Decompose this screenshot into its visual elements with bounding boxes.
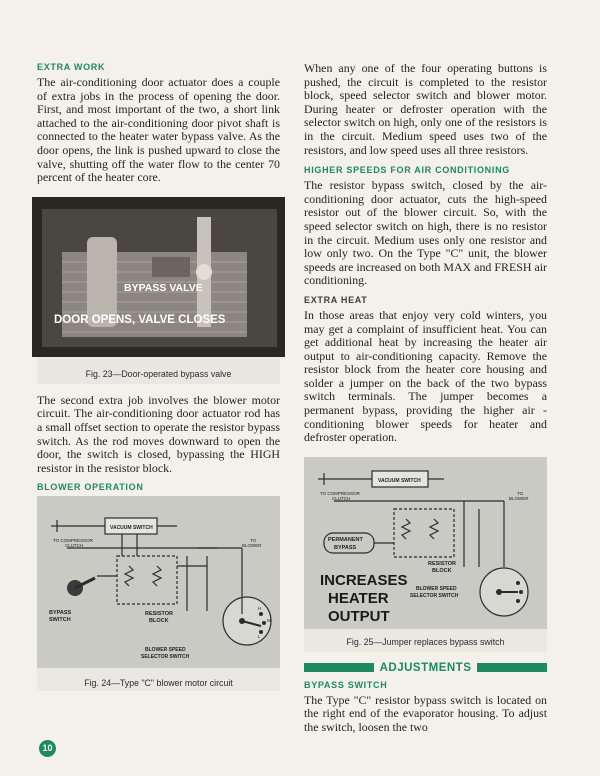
label-to-25: TO xyxy=(517,490,524,496)
label-selector-switch: SELECTOR SWITCH xyxy=(141,654,190,661)
adjustments-heading: ADJUSTMENTS xyxy=(379,661,472,674)
page-number: 10 xyxy=(39,740,56,757)
label-permanent: PERMANENT xyxy=(328,536,363,543)
right-column xyxy=(304,62,547,735)
figure-24-caption: Fig. 24—Type "C" blower motor circuit xyxy=(84,678,233,689)
paragraph-higher-speeds: The resistor bypass switch, closed by the air-conditioning door actuator, cuts the high-speed resistor out of the blower circuit. So, with the speed selector switch on high, there is no resistor in the circuit. Medium uses only one resistor and low only two. On the Type "C" unit, the blower speeds are increased on both MAX and FRESH air conditioning. xyxy=(304,178,547,288)
label-m: M xyxy=(267,618,271,624)
label-output: OUTPUT xyxy=(328,607,390,625)
figure-24 xyxy=(37,496,280,691)
label-resistor: RESISTOR xyxy=(145,611,174,618)
label-block-25: BLOCK xyxy=(432,567,452,574)
label-heater: HEATER xyxy=(328,589,389,607)
bypass-valve-photo xyxy=(32,197,285,357)
label-increases: INCREASES xyxy=(320,571,408,589)
banner-bar-left xyxy=(304,663,374,672)
section-heading-higher-speeds: HIGHER SPEEDS FOR AIR CONDITIONING xyxy=(304,165,510,176)
blower-circuit-diagram xyxy=(37,496,280,668)
label-clutch-25: CLUTCH xyxy=(332,495,351,501)
figure-25 xyxy=(304,457,547,652)
left-column xyxy=(37,62,280,691)
adjustments-banner xyxy=(304,662,547,674)
label-blower: BLOWER xyxy=(242,543,262,549)
section-heading-blower-operation: BLOWER OPERATION xyxy=(37,482,144,493)
paragraph-operating-buttons: When any one of the four operating buttons is pushed, the circuit is completed to the resistor block, speed selector switch and blower motor. During heater or defroster operation with the selector switch on high, only one of the resistors is in the circuit. Medium speed uses two of the resistors, and low speed uses all three resistors. xyxy=(304,61,547,157)
label-blower-25: BLOWER xyxy=(509,495,529,501)
label-h: H xyxy=(258,606,262,612)
label-blower-speed: BLOWER SPEED xyxy=(145,647,186,654)
label-vacuum-switch: VACUUM SWITCH xyxy=(110,525,153,532)
label-resistor-25: RESISTOR xyxy=(428,560,457,567)
label-door-opens: DOOR OPENS, VALVE CLOSES xyxy=(54,313,226,326)
label-to-compressor-25: TO COMPRESSOR xyxy=(320,490,360,496)
label-to: TO xyxy=(250,538,257,544)
jumper-circuit-diagram xyxy=(304,457,547,629)
figure-23-caption: Fig. 23—Door-operated bypass valve xyxy=(85,368,232,379)
paragraph-second-job: The second extra job involves the blower motor circuit. The air-conditioning door actuator rod has a small offset section to operate the resistor bypass switch. As the rod moves downward to open the door, the switch is closed, bypassing the HIGH resistor in the resistor block. xyxy=(37,392,280,475)
paragraph-bypass-switch: The Type "C" resistor bypass switch is located on the right end of the evaporator housing. To adjust the switch, loosen the two xyxy=(304,692,547,735)
label-bypass: BYPASS xyxy=(49,610,72,617)
banner-bar-right xyxy=(477,663,547,672)
label-bypass-valve: BYPASS VALVE xyxy=(124,281,203,294)
paragraph-extra-heat: In those areas that enjoy very cold winters, you may get a complaint of insufficient heat. You can get additional heat by increasing the heater air output to air-conditioning capacity. Remove the resistor block from the heater core housing and solder a jumper on the back of the two bypass switch terminals. The jumper becomes a permanent bypass, providing the higher air - conditioning blower speeds for heater and defroster operation. xyxy=(304,307,547,445)
label-blower-speed-25: BLOWER SPEED xyxy=(416,585,457,592)
label-block: BLOCK xyxy=(149,618,169,625)
figure-23 xyxy=(37,197,280,384)
label-l: L xyxy=(258,634,261,640)
label-switch: SWITCH xyxy=(49,617,71,624)
label-clutch: CLUTCH xyxy=(65,543,84,549)
label-vacuum-switch-25: VACUUM SWITCH xyxy=(378,477,421,484)
label-to-compressor: TO COMPRESSOR xyxy=(53,538,93,544)
paragraph-extra-work: The air-conditioning door actuator does a couple of extra jobs in the process of opening the door. First, and most important of the two, a short link attached to the air-conditioning door pivot shaft is connected to the heater water bypass valve. As the door opens, the link is pushed upward to close the valve, shutting off the water flow to the center 70 percent of the heater core. xyxy=(37,75,280,185)
section-heading-extra-heat: EXTRA HEAT xyxy=(304,294,368,305)
figure-25-caption: Fig. 25—Jumper replaces bypass switch xyxy=(346,636,505,647)
section-heading-bypass-switch: BYPASS SWITCH xyxy=(304,679,388,690)
label-bypass-25: BYPASS xyxy=(334,544,357,551)
section-heading-extra-work: EXTRA WORK xyxy=(37,62,106,72)
label-selector-switch-25: SELECTOR SWITCH xyxy=(410,592,459,599)
